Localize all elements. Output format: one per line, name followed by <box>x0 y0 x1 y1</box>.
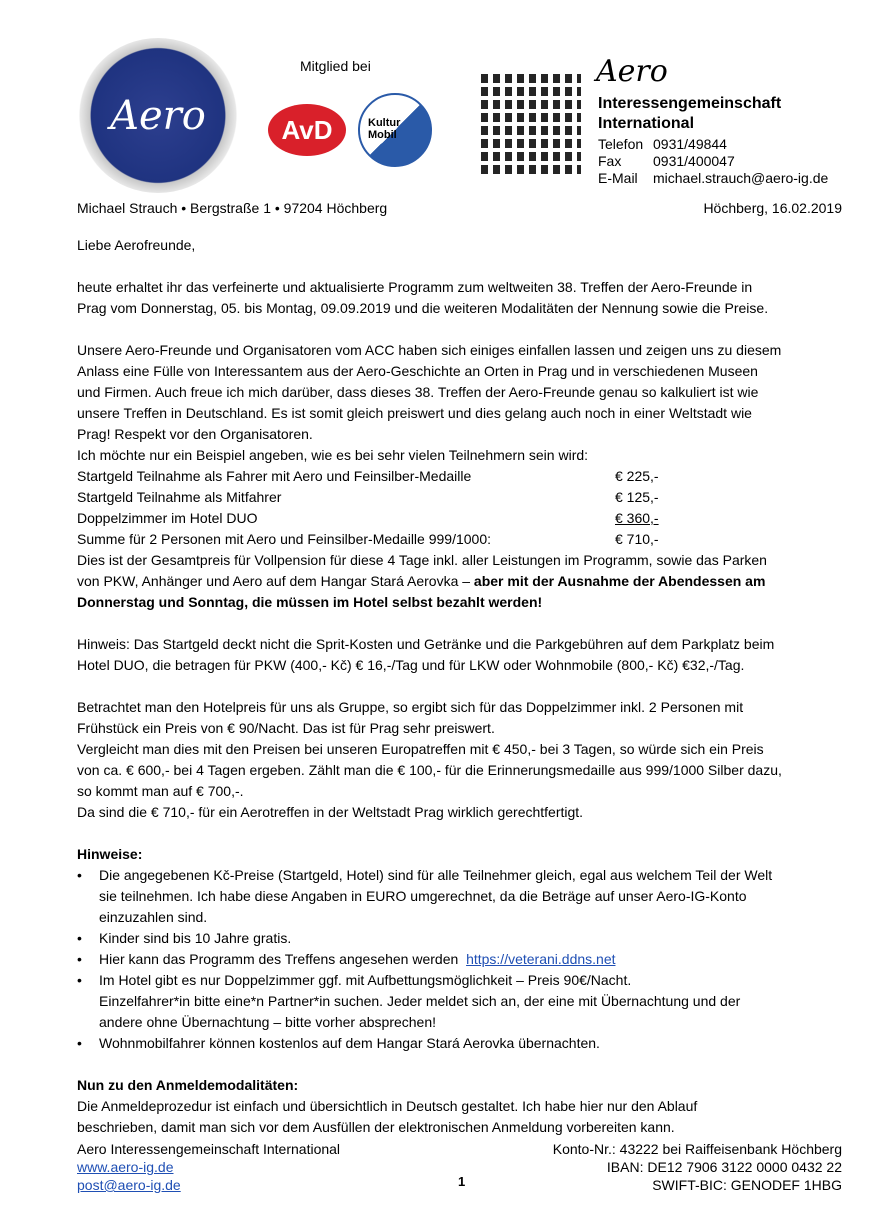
avd-logo: AvD <box>268 104 346 156</box>
price-row: Summe für 2 Personen mit Aero und Feinsilber-Medaille 999/1000: € 710,- <box>77 531 659 547</box>
price-row: Startgeld Teilnahme als Fahrer mit Aero und Feinsilber-Medaille € 225,- <box>77 468 659 484</box>
text-line: • Kinder sind bis 10 Jahre gratis. <box>99 930 292 946</box>
kultur-mobil-logo: Kultur Mobil <box>358 93 432 167</box>
text-line: Betrachtet man den Hotelpreis für uns als Gruppe, so ergibt sich für das Doppelzimmer inkl. 2 Personen mit <box>77 699 744 715</box>
hints-list <box>77 865 847 1054</box>
paragraph <box>77 277 847 319</box>
text-line: • Die angegebenen Kč-Preise (Startgeld, Hotel) sind für alle Teilnehmer gleich, egal aus welchem Teil der Welt <box>99 867 773 883</box>
sender-address: Michael Strauch • Bergstraße 1 • 97204 Höchberg <box>77 200 388 216</box>
text-line: • Im Hotel gibt es nur Doppelzimmer ggf. mit Aufbettungsmöglichkeit – Preis 90€/Nacht. <box>99 972 632 988</box>
text-line: • Wohnmobilfahrer können kostenlos auf dem Hangar Stará Aerovka übernachten. <box>99 1035 600 1051</box>
list-item: • Hier kann das Programm des Treffens angesehen werden https://veterani.ddns.net <box>77 949 847 970</box>
paragraph <box>77 1096 847 1138</box>
text-line: Anlass eine Fülle von Interessantem aus der Aero-Geschichte an Orten in Prag und in verschiedenen Museen <box>77 363 758 379</box>
paragraph <box>77 340 847 466</box>
price-table <box>77 466 847 550</box>
list-item <box>77 865 847 928</box>
email-link[interactable]: post@aero-ig.de <box>77 1177 181 1193</box>
letter-date: Höchberg, 16.02.2019 <box>703 200 842 216</box>
greeting: Liebe Aerofreunde, <box>77 237 196 253</box>
footer-left: Aero Interessengemeinschaft International www.aero-ig.de post@aero-ig.de <box>77 1141 341 1193</box>
paragraph <box>77 697 847 823</box>
text-line: Frühstück ein Preis von € 90/Nacht. Das ist für Prag sehr preiswert. <box>77 720 495 736</box>
footer-right: Konto-Nr.: 43222 bei Raiffeisenbank Höchberg IBAN: DE12 7906 3122 0000 0432 22 SWIFT-BIC: GENODEF 1HBG <box>552 1141 842 1193</box>
text-line: andere ohne Übernachtung – bitte vorher absprechen! <box>99 1014 437 1030</box>
list-item <box>77 928 847 949</box>
text-line: von ca. € 600,- bei 4 Tagen ergeben. Zählt man die € 100,- für die Erinnerungsmedaille aus 999/1000 Silber dazu, <box>77 762 782 778</box>
contact-row: Telefon 0931/49844 <box>598 136 727 152</box>
text-line: Hinweis: Das Startgeld deckt nicht die Sprit-Kosten und Getränke und die Parkgebühren auf dem Parkplatz beim <box>77 636 775 652</box>
text-line: so kommt man auf € 700,-. <box>77 783 244 799</box>
contact-row: E-Mail michael.strauch@aero-ig.de <box>598 170 829 186</box>
text-line: Ich möchte nur ein Beispiel angeben, wie es bei sehr vielen Teilnehmern sein wird: <box>77 447 589 463</box>
text-line: unsere Treffen in Deutschland. Es ist somit gleich preiswert und dies gelang auch noch in einer Weltstadt wie <box>77 405 752 421</box>
price-row: Doppelzimmer im Hotel DUO € 360,- <box>77 510 659 526</box>
text-line: Prag! Respekt vor den Organisatoren. <box>77 426 313 442</box>
list-item <box>77 1033 847 1054</box>
text-line: beschrieben, damit man sich vor dem Ausfüllen der elektronischen Anmeldung vorbereiten kann. <box>77 1119 675 1135</box>
contact-row: Fax 0931/400047 <box>598 153 735 169</box>
text-line: Unsere Aero-Freunde und Organisatoren vom ACC haben sich einiges einfallen lassen und zeigen uns zu diesem <box>77 342 782 358</box>
program-link[interactable]: https://veterani.ddns.net <box>466 951 616 967</box>
page-number: 1 <box>458 1174 466 1189</box>
text-line: sie teilnehmen. Ich habe diese Angaben in EURO umgerechnet, da die Beträge auf unser Aero-IG-Konto <box>99 888 747 904</box>
contact-block <box>598 136 828 187</box>
hints-title: Hinweise: <box>77 846 143 862</box>
text-line: Vergleicht man dies mit den Preisen bei unseren Europatreffen mit € 450,- bei 3 Tagen, so würde sich ein Preis <box>77 741 764 757</box>
text-line: einzuzahlen sind. <box>99 909 208 925</box>
paragraph <box>77 634 847 676</box>
list-item <box>77 970 847 1033</box>
text-line: heute erhaltet ihr das verfeinerte und aktualisierte Programm zum weltweiten 38. Treffen der Aero-Freunde in <box>77 279 753 295</box>
text-line: Da sind die € 710,- für ein Aerotreffen in der Weltstadt Prag wirklich gerechtfertigt. <box>77 804 584 820</box>
text-line: Einzelfahrer*in bitte eine*n Partner*in suchen. Jeder meldet sich an, der eine mit Übernachtung und der <box>99 993 741 1009</box>
website-link[interactable]: www.aero-ig.de <box>77 1159 174 1175</box>
text-line: Hotel DUO, die betragen für PKW (400,- Kč) € 16,-/Tag und für LKW oder Wohnmobile (800,- Kč) €32,-/Tag. <box>77 657 745 673</box>
price-row: Startgeld Teilnahme als Mitfahrer € 125,- <box>77 489 659 505</box>
text-line: und Firmen. Auch freue ich mich darüber, dass dieses 38. Treffen der Aero-Freunde genau so kalkuliert ist wie <box>77 384 759 400</box>
letter-body <box>77 235 847 1138</box>
text-line: Prag vom Donnerstag, 05. bis Montag, 09.09.2019 und die weiteren Modalitäten der Nennung sowie die Preise. <box>77 300 769 316</box>
org-name: Interessengemeinschaft International <box>598 95 782 132</box>
aero-ig-logo: Aero <box>78 38 238 193</box>
text-line: Die Anmeldeprozedur ist einfach und übersichtlich in Deutsch gestaltet. Ich habe hier nur den Ablauf <box>77 1098 698 1114</box>
registration-title: Nun zu den Anmeldemodalitäten: <box>77 1077 299 1093</box>
qr-code <box>481 74 581 174</box>
aero-script-logo: Aero <box>596 54 668 89</box>
member-label: Mitglied bei <box>300 58 371 74</box>
paragraph: Dies ist der Gesamtpreis für Vollpension für diese 4 Tage inkl. aller Leistungen im Programm, sowie das Parken von PKW, Anhänger und Aero auf dem Hangar Stará Aerovka – aber mit der Ausnahme der Abendessen am Donnerstag und Sonntag, die müssen im Hotel selbst bezahlt werden! <box>77 552 767 610</box>
